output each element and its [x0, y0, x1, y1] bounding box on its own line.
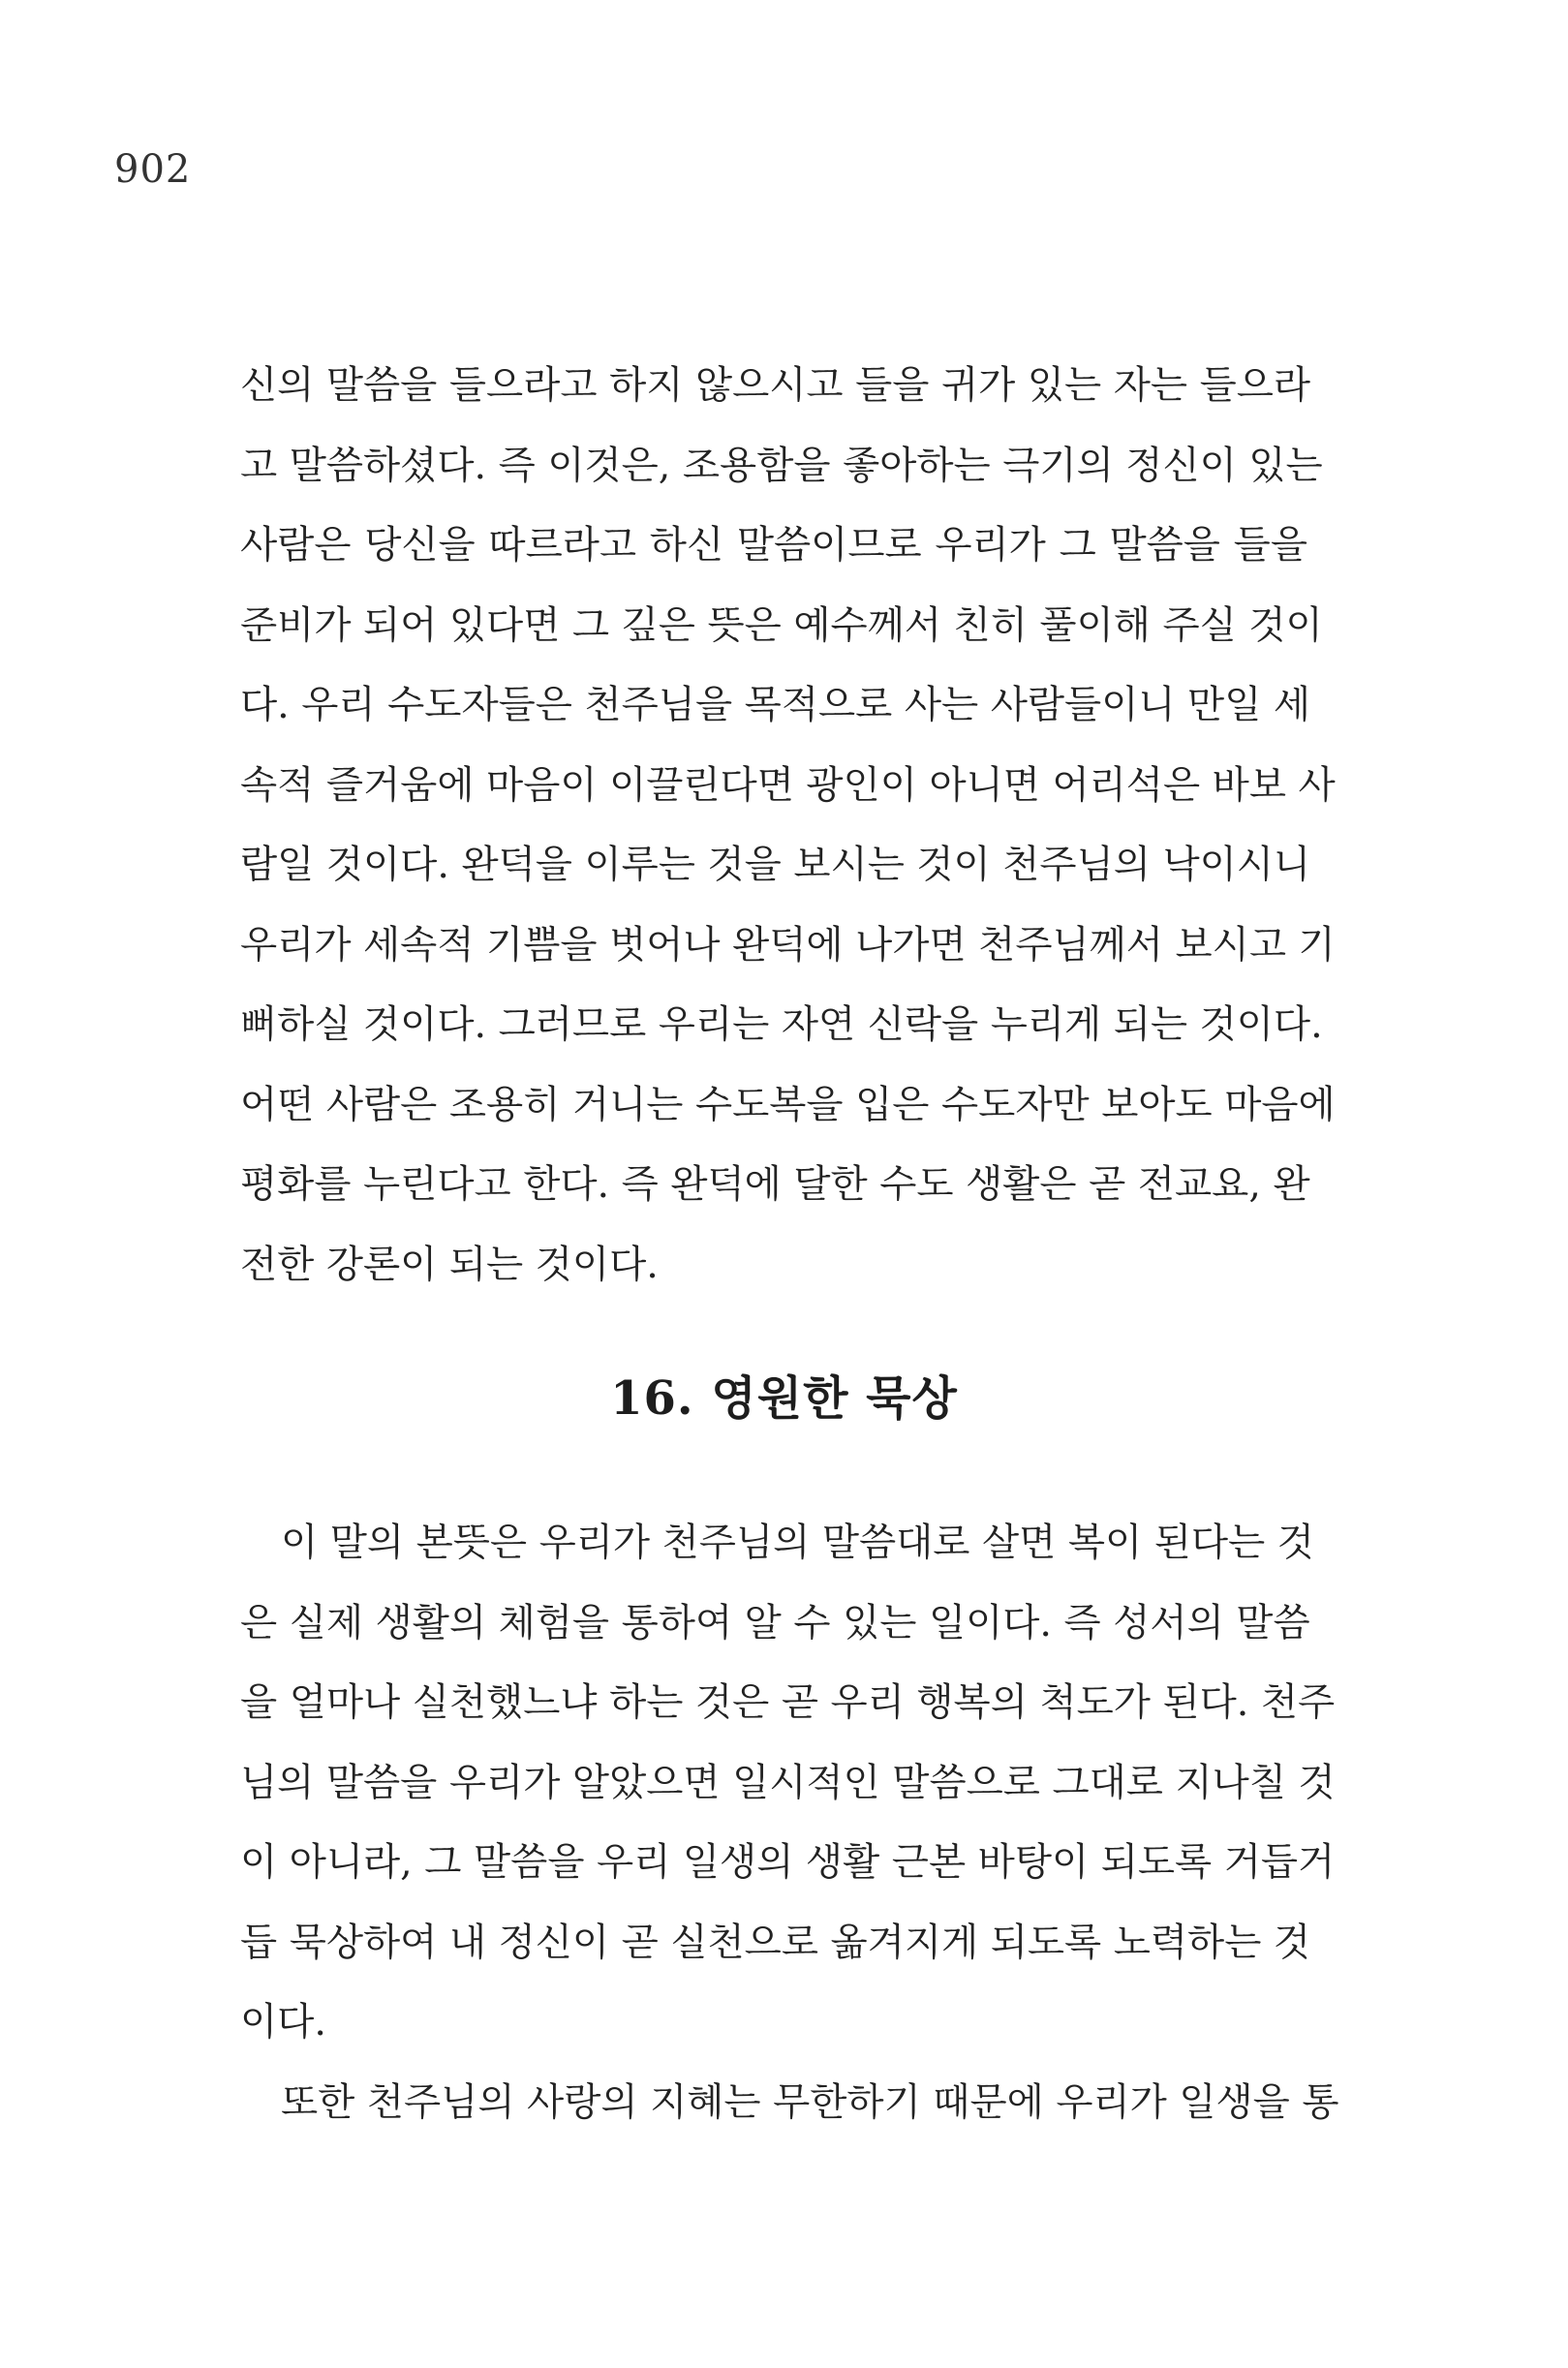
- text-line: 을 얼마나 실천했느냐 하는 것은 곧 우리 행복의 척도가 된다. 천주: [240, 1680, 1336, 1725]
- text-line: 신의 말씀을 들으라고 하지 않으시고 들을 귀가 있는 자는 들으라: [240, 363, 1311, 408]
- section-heading: 16. 영원한 묵상: [610, 1371, 958, 1426]
- text-line: 뻐하실 것이다. 그러므로 우리는 자연 신락을 누리게 되는 것이다.: [240, 1002, 1323, 1047]
- text-line: 람일 것이다. 완덕을 이루는 것을 보시는 것이 천주님의 낙이시니: [240, 843, 1311, 887]
- text-line: 어떤 사람은 조용히 거니는 수도복을 입은 수도자만 보아도 마음에: [240, 1082, 1336, 1127]
- page-number: 902: [114, 147, 192, 192]
- text-line: 이 말의 본뜻은 우리가 천주님의 말씀대로 살면 복이 된다는 것: [281, 1521, 1314, 1565]
- text-line: 이다.: [240, 2000, 326, 2045]
- text-line: 사람은 당신을 따르라고 하신 말씀이므로 우리가 그 말씀을 들을: [240, 523, 1307, 568]
- text-line: 속적 즐거움에 마음이 이끌린다면 광인이 아니면 어리석은 바보 사: [240, 762, 1336, 808]
- body-text-intro: [240, 346, 1336, 1305]
- text-line: 평화를 누린다고 한다. 즉 완덕에 달한 수도 생활은 곧 전교요, 완: [240, 1162, 1310, 1207]
- text-line: 전한 강론이 되는 것이다.: [240, 1242, 659, 1287]
- text-line: 고 말씀하셨다. 즉 이것은, 조용함을 좋아하는 극기의 정신이 있는: [240, 443, 1323, 488]
- text-line: 듭 묵상하여 내 정신이 곧 실천으로 옮겨지게 되도록 노력하는 것: [240, 1920, 1311, 1965]
- text-line: 준비가 되어 있다면 그 깊은 뜻은 예수께서 친히 풀이해 주실 것이: [240, 602, 1323, 648]
- text-line: 은 실제 생활의 체험을 통하여 알 수 있는 일이다. 즉 성서의 말씀: [240, 1600, 1310, 1645]
- text-line: 우리가 세속적 기쁨을 벗어나 완덕에 나가면 천주님께서 보시고 기: [240, 922, 1336, 968]
- body-text-section: [240, 1503, 1339, 2142]
- text-line: 다. 우리 수도자들은 천주님을 목적으로 사는 사람들이니 만일 세: [240, 683, 1311, 727]
- text-line: 이 아니라, 그 말씀을 우리 일생의 생활 근본 바탕이 되도록 거듭거: [240, 1840, 1336, 1885]
- text-line: 님의 말씀을 우리가 알았으면 일시적인 말씀으로 그대로 지나칠 것: [240, 1760, 1336, 1805]
- text-line: 또한 천주님의 사랑의 지혜는 무한하기 때문에 우리가 일생을 통: [281, 2079, 1339, 2125]
